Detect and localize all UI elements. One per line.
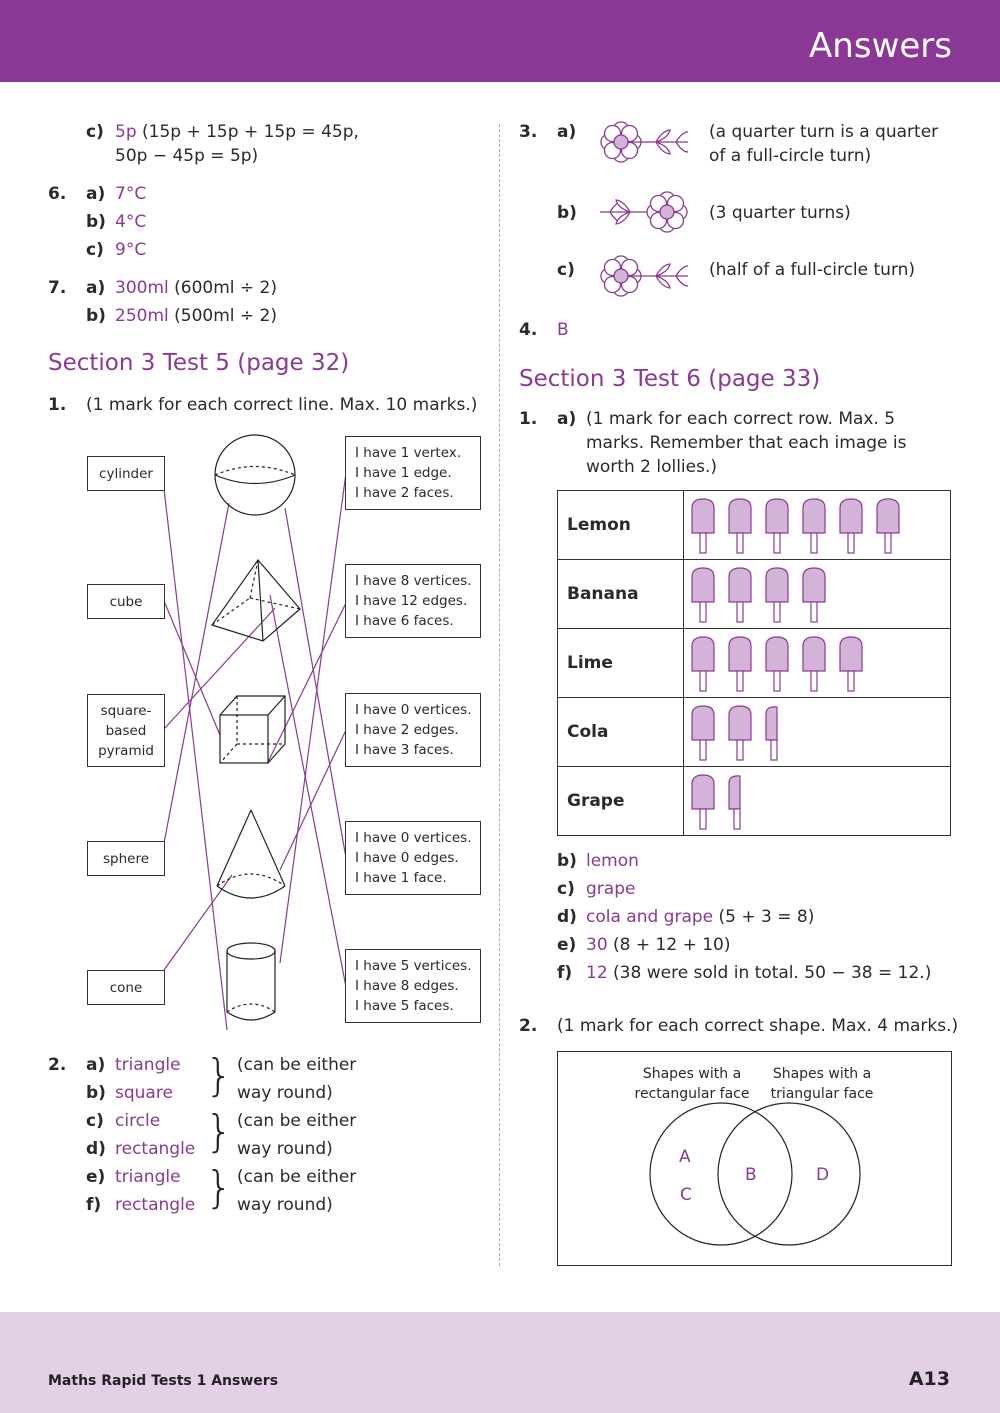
lolly-icon	[803, 568, 825, 622]
q7b-label: b)	[86, 306, 106, 326]
q3b-label: b)	[557, 203, 577, 223]
q6c-label: c)	[86, 240, 104, 260]
s5-q1-number: 1.	[48, 395, 67, 415]
answer-label: c)	[557, 879, 575, 899]
property-text: I have 0 edges.	[355, 850, 459, 866]
s5-q2a-label: a)	[86, 1055, 106, 1075]
shape-name-cone: cone	[87, 970, 165, 1005]
q5c-working: (15p + 15p + 15p = 45p,	[136, 122, 359, 142]
half-lolly-icon	[729, 776, 740, 829]
match-line-cube	[164, 601, 220, 735]
q5c-line2: 50p − 45p = 5p)	[115, 146, 259, 166]
q6a-label: a)	[86, 184, 106, 204]
cylinder-icon	[227, 943, 275, 1020]
property-text: I have 2 faces.	[355, 485, 454, 501]
answer-line	[586, 905, 814, 929]
answer-working: (38 were sold in total. 50 − 38 = 12.)	[607, 963, 932, 983]
s5-q2c-label: c)	[86, 1111, 104, 1131]
answer-label: b)	[557, 851, 577, 871]
pyramid-name-line1: square-	[100, 702, 152, 719]
lolly-symbols	[690, 700, 950, 764]
either-way-note-3a: (can be either	[237, 1167, 357, 1187]
property-text: I have 8 edges.	[355, 978, 459, 994]
q3a-label: a)	[557, 122, 577, 142]
s6-q1a-text-line2: marks. Remember that each image is	[586, 433, 907, 453]
lolly-icon	[692, 568, 714, 622]
answer-label: d)	[557, 907, 577, 927]
q6-number: 6.	[48, 184, 67, 204]
q7a-answer: 300ml	[115, 278, 169, 298]
answer-working: (5 + 3 = 8)	[713, 907, 815, 927]
property-text: I have 3 faces.	[355, 742, 454, 758]
either-way-note-3b: way round)	[237, 1195, 333, 1215]
lolly-icons	[684, 491, 951, 560]
s6-q1a-text-line3: worth 2 lollies.)	[586, 457, 718, 477]
lolly-icon	[692, 637, 714, 691]
s6-q2-number: 2.	[519, 1016, 538, 1036]
s5-q2d-label: d)	[86, 1139, 106, 1159]
lolly-symbols	[690, 562, 950, 626]
property-box-5	[345, 949, 481, 1023]
lolly-icon	[692, 499, 714, 553]
flavour-label: Banana	[558, 560, 684, 629]
answer-value: 30	[586, 935, 608, 955]
flower-icon-quarter-turn	[596, 114, 694, 166]
answer-label: f)	[557, 963, 573, 983]
cone-icon	[217, 810, 285, 898]
s5-q2d-answer: rectangle	[115, 1139, 196, 1159]
q6a-answer: 7°C	[115, 184, 147, 204]
q6c-answer: 9°C	[115, 240, 147, 260]
lolly-icon	[729, 499, 751, 553]
either-way-note-2a: (can be either	[237, 1111, 357, 1131]
property-text: I have 6 faces.	[355, 613, 454, 629]
property-text: I have 2 edges.	[355, 722, 459, 738]
q3c-note: (half of a full-circle turn)	[709, 260, 916, 280]
q3-number: 3.	[519, 122, 538, 142]
section6-title: Section 3 Test 6 (page 33)	[519, 366, 821, 392]
brace-icon: }	[205, 1162, 233, 1213]
either-way-note-1b: way round)	[237, 1083, 333, 1103]
brace-icon: }	[205, 1050, 233, 1101]
lolly-icon	[692, 706, 714, 760]
q3b-note: (3 quarter turns)	[709, 203, 851, 223]
lolly-icon	[766, 499, 788, 553]
match-line-pyramid	[164, 608, 275, 729]
lolly-icon	[692, 775, 714, 829]
property-box-4	[345, 821, 481, 895]
answer-line	[586, 933, 731, 957]
q7a-label: a)	[86, 278, 106, 298]
property-text: I have 1 face.	[355, 870, 447, 886]
s5-q2e-answer: triangle	[115, 1167, 181, 1187]
pictogram-row	[558, 767, 951, 836]
lolly-icon	[877, 499, 899, 553]
s5-q2-number: 2.	[48, 1055, 67, 1075]
lolly-symbols	[690, 493, 950, 557]
answer-line	[586, 961, 931, 985]
venn-letter-a: A	[679, 1147, 691, 1167]
property-text: I have 5 vertices.	[355, 958, 472, 974]
match-line-sphere	[164, 503, 229, 843]
venn-letter-b: B	[745, 1165, 757, 1185]
q6b-label: b)	[86, 212, 106, 232]
pictogram-row	[558, 698, 951, 767]
shape-name-cube: cube	[87, 584, 165, 619]
answer-line	[586, 849, 639, 873]
lolly-pictogram	[557, 490, 951, 836]
q7b-note: (500ml ÷ 2)	[168, 306, 278, 326]
lolly-icon	[803, 637, 825, 691]
s5-q2a-answer: triangle	[115, 1055, 181, 1075]
property-text: I have 8 vertices.	[355, 573, 472, 589]
flavour-label: Lime	[558, 629, 684, 698]
q7-number: 7.	[48, 278, 67, 298]
brace-icon: }	[205, 1106, 233, 1157]
shape-name-square-based-pyramid	[87, 694, 165, 767]
property-box-1	[345, 436, 481, 510]
s6-q2-text: (1 mark for each correct shape. Max. 4 marks.)	[557, 1016, 959, 1036]
pictogram-row	[558, 560, 951, 629]
lolly-icon	[729, 706, 751, 760]
q7a-note: (600ml ÷ 2)	[168, 278, 278, 298]
s5-q1-text: (1 mark for each correct line. Max. 10 marks.)	[86, 395, 478, 415]
lolly-icon	[729, 568, 751, 622]
property-text: I have 5 faces.	[355, 998, 454, 1014]
lolly-icons	[684, 560, 951, 629]
lolly-icon	[803, 499, 825, 553]
flavour-label: Lemon	[558, 491, 684, 560]
page-title: Answers	[809, 26, 952, 66]
answer-value: grape	[586, 879, 636, 899]
footer-book-title: Maths Rapid Tests 1 Answers	[48, 1373, 279, 1389]
s5-q2f-label: f)	[86, 1195, 102, 1215]
q4-number: 4.	[519, 320, 538, 340]
venn-circle-right	[718, 1103, 860, 1245]
s5-q2b-answer: square	[115, 1083, 173, 1103]
pyramid-name-line2: based	[105, 722, 147, 739]
shape-name-sphere: sphere	[87, 841, 165, 876]
flavour-label: Grape	[558, 767, 684, 836]
q6b-answer: 4°C	[115, 212, 147, 232]
flavour-label: Cola	[558, 698, 684, 767]
lolly-icon	[766, 637, 788, 691]
property-text: I have 1 edge.	[355, 465, 452, 481]
page-number: A13	[908, 1368, 950, 1390]
lolly-symbols	[690, 631, 950, 695]
half-lolly-icon	[766, 707, 777, 760]
lolly-symbols	[690, 769, 950, 833]
s6-q1-number: 1.	[519, 409, 538, 429]
pyramid-name-line3: pyramid	[98, 742, 154, 759]
s5-q2c-answer: circle	[115, 1111, 161, 1131]
page-footer	[0, 1312, 1000, 1413]
answer-value: cola and grape	[586, 907, 714, 927]
lolly-icons	[684, 698, 951, 767]
venn-circles	[558, 1052, 951, 1265]
s5-q2b-label: b)	[86, 1083, 106, 1103]
q3a-note-line2: of a full-circle turn)	[709, 146, 872, 166]
flower-icon-three-quarter-turns	[596, 184, 694, 236]
lolly-icon	[840, 637, 862, 691]
q4-answer: B	[557, 320, 569, 340]
match-line-sphere-prop	[285, 508, 346, 858]
lolly-icon	[840, 499, 862, 553]
s6-q1a-text-line1: (1 mark for each correct row. Max. 5	[586, 409, 896, 429]
property-text: I have 1 vertex.	[355, 445, 462, 461]
lolly-icons	[684, 767, 951, 836]
s5-q2f-answer: rectangle	[115, 1195, 196, 1215]
either-way-note-2b: way round)	[237, 1139, 333, 1159]
property-box-2	[345, 564, 481, 638]
answer-label: e)	[557, 935, 577, 955]
property-text: I have 0 vertices.	[355, 702, 472, 718]
q3c-label: c)	[557, 260, 575, 280]
flower-icon-half-turn	[596, 248, 694, 300]
q7b-answer: 250ml	[115, 306, 169, 326]
property-box-3	[345, 693, 481, 767]
property-text: I have 12 edges.	[355, 593, 468, 609]
venn-left-title-line1: Shapes with a	[642, 1066, 742, 1082]
venn-diagram	[557, 1051, 952, 1266]
shape-name-cylinder: cylinder	[87, 456, 165, 491]
venn-circle-left	[650, 1103, 792, 1245]
venn-right-title-line2: triangular face	[770, 1086, 874, 1102]
answer-value: lemon	[586, 851, 639, 871]
lolly-icon	[729, 637, 751, 691]
lolly-icon	[766, 568, 788, 622]
q5c-answer: 5p	[115, 122, 137, 142]
pictogram-row	[558, 629, 951, 698]
venn-left-title-line2: rectangular face	[634, 1086, 750, 1102]
s6-q1a-label: a)	[557, 409, 577, 429]
match-line-cylinder	[164, 489, 227, 1030]
section5-title: Section 3 Test 5 (page 32)	[48, 350, 350, 376]
answer-line	[586, 877, 635, 901]
cube-icon	[220, 696, 285, 763]
s5-q2e-label: e)	[86, 1167, 106, 1187]
pictogram-row	[558, 491, 951, 560]
venn-letter-d: D	[816, 1165, 830, 1185]
q5c-label: c)	[86, 122, 104, 142]
answer-working: (8 + 12 + 10)	[607, 935, 731, 955]
sphere-icon	[215, 435, 295, 515]
property-text: I have 0 vertices.	[355, 830, 472, 846]
venn-right-title-line1: Shapes with a	[772, 1066, 872, 1082]
lolly-icons	[684, 629, 951, 698]
venn-letter-c: C	[680, 1185, 692, 1205]
answer-value: 12	[586, 963, 608, 983]
either-way-note-1a: (can be either	[237, 1055, 357, 1075]
q3a-note-line1: (a quarter turn is a quarter	[709, 122, 939, 142]
